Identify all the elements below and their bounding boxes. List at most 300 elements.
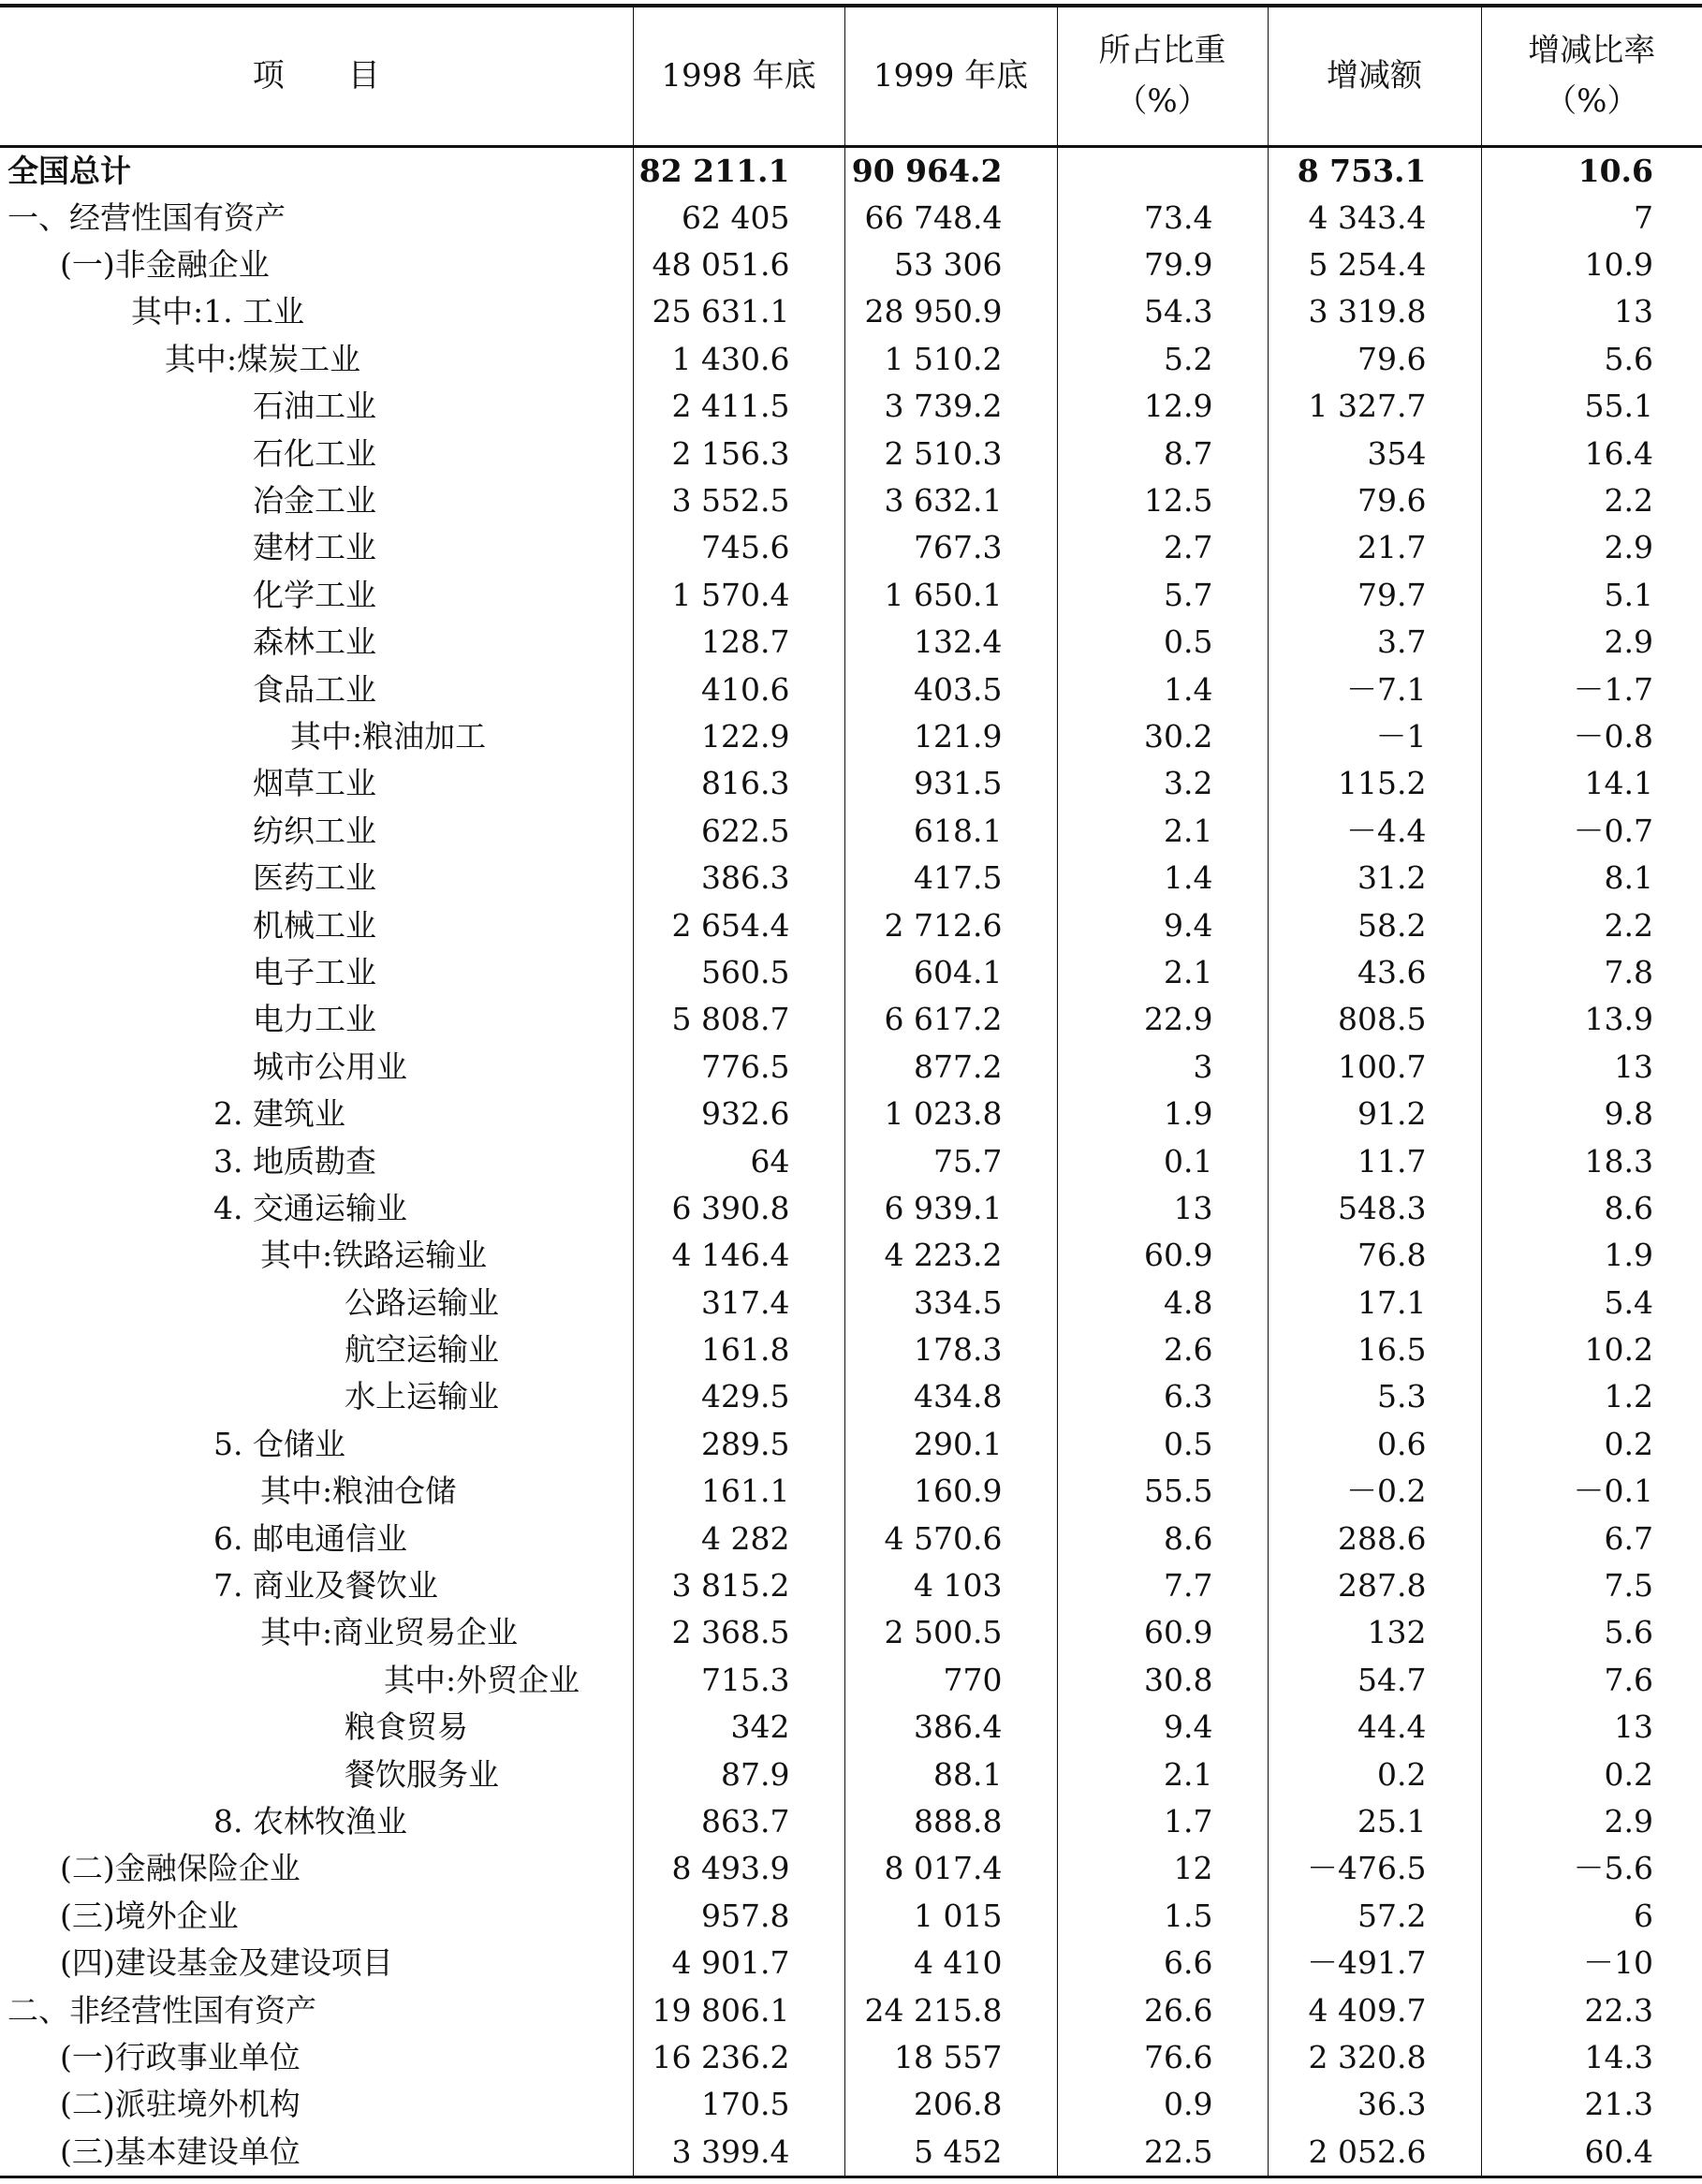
value-1998: 8 493.9 xyxy=(633,1845,844,1892)
value-change-rate: 5.4 xyxy=(1481,1279,1702,1326)
row-label: 城市公用业 xyxy=(253,1048,407,1085)
value-1999: 767.3 xyxy=(844,524,1057,571)
table-row xyxy=(0,760,1702,807)
value-share: 1.7 xyxy=(1057,1798,1268,1845)
value-change-rate: 6.7 xyxy=(1481,1515,1702,1561)
value-1998: 560.5 xyxy=(633,949,844,996)
row-label: 其中:煤炭工业 xyxy=(165,340,361,377)
value-1999: 66 748.4 xyxy=(844,195,1057,242)
value-share xyxy=(1057,146,1268,195)
value-change-rate: 13 xyxy=(1481,1704,1702,1751)
table-row xyxy=(0,1185,1702,1232)
value-change: 4 343.4 xyxy=(1268,195,1481,242)
value-1998: 64 xyxy=(633,1137,844,1184)
value-1999: 88.1 xyxy=(844,1751,1057,1797)
value-change-rate: 13 xyxy=(1481,288,1702,335)
value-change-rate: 60.4 xyxy=(1481,2129,1702,2177)
table-row xyxy=(0,195,1702,242)
value-change: 100.7 xyxy=(1268,1044,1481,1091)
value-change: －476.5 xyxy=(1268,1845,1481,1892)
value-change: －1 xyxy=(1268,713,1481,760)
value-1999: 618.1 xyxy=(844,808,1057,855)
value-share: 76.6 xyxy=(1057,2034,1268,2081)
value-1998: 622.5 xyxy=(633,808,844,855)
table-row xyxy=(0,1657,1702,1704)
value-change: 31.2 xyxy=(1268,855,1481,901)
row-label: 4. 交通运输业 xyxy=(213,1189,407,1226)
value-share: 13 xyxy=(1057,1185,1268,1232)
row-label: 森林工业 xyxy=(253,623,376,661)
table-row xyxy=(0,1137,1702,1184)
value-1999: 417.5 xyxy=(844,855,1057,901)
value-share: 9.4 xyxy=(1057,1704,1268,1751)
value-1999: 6 617.2 xyxy=(844,996,1057,1043)
value-change-rate: 22.3 xyxy=(1481,1986,1702,2033)
table-row xyxy=(0,1232,1702,1279)
table-row xyxy=(0,2034,1702,2081)
state-assets-table xyxy=(0,4,1702,2178)
value-change-rate: 2.9 xyxy=(1481,1798,1702,1845)
value-change-rate: 14.3 xyxy=(1481,2034,1702,2081)
row-label: 其中:商业贸易企业 xyxy=(260,1614,519,1651)
value-1998: 816.3 xyxy=(633,760,844,807)
value-1999: 53 306 xyxy=(844,242,1057,288)
table-row xyxy=(0,242,1702,288)
table-row xyxy=(0,430,1702,476)
table-row xyxy=(0,1704,1702,1751)
table-row xyxy=(0,146,1702,195)
value-1998: 4 282 xyxy=(633,1515,844,1561)
value-1999: 24 215.8 xyxy=(844,1986,1057,2033)
value-1999: 770 xyxy=(844,1657,1057,1704)
value-1999: 2 712.6 xyxy=(844,901,1057,948)
value-change-rate: 2.2 xyxy=(1481,901,1702,948)
value-change-rate: －0.8 xyxy=(1481,713,1702,760)
value-change: －0.2 xyxy=(1268,1468,1481,1515)
table-row xyxy=(0,713,1702,760)
row-label: 公路运输业 xyxy=(345,1283,499,1321)
value-1999: 888.8 xyxy=(844,1798,1057,1845)
value-share: 3 xyxy=(1057,1044,1268,1091)
row-label: 石油工业 xyxy=(253,388,376,425)
value-share: 5.2 xyxy=(1057,336,1268,383)
value-change: 21.7 xyxy=(1268,524,1481,571)
value-1998: 122.9 xyxy=(633,713,844,760)
value-1999: 4 410 xyxy=(844,1940,1057,1986)
value-share: 6.3 xyxy=(1057,1373,1268,1420)
value-1999: 386.4 xyxy=(844,1704,1057,1751)
row-label: 其中:铁路运输业 xyxy=(260,1237,488,1274)
value-share: 1.4 xyxy=(1057,855,1268,901)
value-change-rate: 7.6 xyxy=(1481,1657,1702,1704)
value-1999: 931.5 xyxy=(844,760,1057,807)
table-row xyxy=(0,1421,1702,1468)
value-1999: 1 015 xyxy=(844,1893,1057,1940)
value-change: 44.4 xyxy=(1268,1704,1481,1751)
row-label: 二、非经营性国有资产 xyxy=(7,1991,316,2029)
value-share: 5.7 xyxy=(1057,572,1268,619)
table-row xyxy=(0,666,1702,712)
value-change: 8 753.1 xyxy=(1268,146,1481,195)
table-row xyxy=(0,855,1702,901)
value-1999: 4 103 xyxy=(844,1562,1057,1609)
header-1998 xyxy=(633,6,844,146)
value-1999: 132.4 xyxy=(844,619,1057,666)
table-row xyxy=(0,1044,1702,1091)
value-share: 22.9 xyxy=(1057,996,1268,1043)
table-row xyxy=(0,477,1702,524)
row-label: 其中:粮油仓储 xyxy=(260,1473,457,1510)
value-change: 5 254.4 xyxy=(1268,242,1481,288)
value-change: 4 409.7 xyxy=(1268,1986,1481,2033)
value-1999: 8 017.4 xyxy=(844,1845,1057,1892)
value-1998: 715.3 xyxy=(633,1657,844,1704)
row-label: (四)建设基金及建设项目 xyxy=(60,1944,393,1982)
value-change: 54.7 xyxy=(1268,1657,1481,1704)
value-change-rate: 5.6 xyxy=(1481,1609,1702,1656)
table-row xyxy=(0,901,1702,948)
value-share: 4.8 xyxy=(1057,1279,1268,1326)
row-label: 建材工业 xyxy=(253,529,376,566)
table-body xyxy=(0,146,1702,2177)
value-share: 7.7 xyxy=(1057,1562,1268,1609)
row-label: 8. 农林牧渔业 xyxy=(213,1802,407,1840)
value-share: 30.8 xyxy=(1057,1657,1268,1704)
table-row xyxy=(0,1845,1702,1892)
value-1998: 932.6 xyxy=(633,1091,844,1137)
row-label: 全国总计 xyxy=(7,152,131,189)
value-1999: 1 510.2 xyxy=(844,336,1057,383)
value-change-rate: 10.6 xyxy=(1481,146,1702,195)
table-row xyxy=(0,1893,1702,1940)
value-1999: 334.5 xyxy=(844,1279,1057,1326)
value-share: 6.6 xyxy=(1057,1940,1268,1986)
value-change: 79.6 xyxy=(1268,477,1481,524)
row-label: 化学工业 xyxy=(253,576,376,613)
value-change: 287.8 xyxy=(1268,1562,1481,1609)
value-share: 12.5 xyxy=(1057,477,1268,524)
value-change: 132 xyxy=(1268,1609,1481,1656)
value-1998: 410.6 xyxy=(633,666,844,712)
row-label: 航空运输业 xyxy=(345,1331,499,1369)
value-change-rate: 9.8 xyxy=(1481,1091,1702,1137)
row-label: 5. 仓储业 xyxy=(213,1425,345,1462)
value-change: 36.3 xyxy=(1268,2081,1481,2128)
row-label: 烟草工业 xyxy=(253,765,376,802)
value-change-rate: －5.6 xyxy=(1481,1845,1702,1892)
row-label: 医药工业 xyxy=(253,859,376,897)
value-change: 288.6 xyxy=(1268,1515,1481,1561)
table-row xyxy=(0,572,1702,619)
value-change-rate: 14.1 xyxy=(1481,760,1702,807)
row-label: 2. 建筑业 xyxy=(213,1095,345,1133)
header-change-rate xyxy=(1481,6,1702,146)
table-row xyxy=(0,2129,1702,2177)
value-change: 91.2 xyxy=(1268,1091,1481,1137)
value-1998: 1 430.6 xyxy=(633,336,844,383)
value-share: 9.4 xyxy=(1057,901,1268,948)
table-row xyxy=(0,1609,1702,1656)
value-share: 2.6 xyxy=(1057,1327,1268,1373)
value-change-rate: 2.2 xyxy=(1481,477,1702,524)
value-share: 0.9 xyxy=(1057,2081,1268,2128)
value-1998: 62 405 xyxy=(633,195,844,242)
value-1999: 434.8 xyxy=(844,1373,1057,1420)
value-change: 43.6 xyxy=(1268,949,1481,996)
row-label: 冶金工业 xyxy=(253,482,376,520)
value-change: －4.4 xyxy=(1268,808,1481,855)
value-1998: 19 806.1 xyxy=(633,1986,844,2033)
value-share: 3.2 xyxy=(1057,760,1268,807)
value-1999: 6 939.1 xyxy=(844,1185,1057,1232)
value-share: 30.2 xyxy=(1057,713,1268,760)
row-label: 6. 邮电通信业 xyxy=(213,1519,407,1557)
value-1999: 2 510.3 xyxy=(844,430,1057,476)
value-change-rate: 1.9 xyxy=(1481,1232,1702,1279)
row-label: (一)非金融企业 xyxy=(60,246,270,284)
value-change-rate: 7.5 xyxy=(1481,1562,1702,1609)
row-label: 水上运输业 xyxy=(345,1378,499,1415)
value-1999: 75.7 xyxy=(844,1137,1057,1184)
table-row xyxy=(0,288,1702,335)
table-row xyxy=(0,1468,1702,1515)
table-row xyxy=(0,1986,1702,2033)
value-1999: 28 950.9 xyxy=(844,288,1057,335)
table-row xyxy=(0,383,1702,430)
value-share: 73.4 xyxy=(1057,195,1268,242)
table-row xyxy=(0,1751,1702,1797)
row-label: 纺织工业 xyxy=(253,812,376,849)
table-row xyxy=(0,1940,1702,1986)
value-1998: 2 654.4 xyxy=(633,901,844,948)
value-share: 60.9 xyxy=(1057,1232,1268,1279)
value-1999: 604.1 xyxy=(844,949,1057,996)
value-change-rate: 1.2 xyxy=(1481,1373,1702,1420)
value-1998: 957.8 xyxy=(633,1893,844,1940)
row-label: 机械工业 xyxy=(253,906,376,944)
value-share: 2.7 xyxy=(1057,524,1268,571)
value-share: 54.3 xyxy=(1057,288,1268,335)
value-1998: 25 631.1 xyxy=(633,288,844,335)
value-change: －491.7 xyxy=(1268,1940,1481,1986)
value-share: 79.9 xyxy=(1057,242,1268,288)
table-header xyxy=(0,6,1702,146)
value-share: 12.9 xyxy=(1057,383,1268,430)
table-row xyxy=(0,1562,1702,1609)
value-1999: 178.3 xyxy=(844,1327,1057,1373)
value-1999: 2 500.5 xyxy=(844,1609,1057,1656)
table-row xyxy=(0,336,1702,383)
value-share: 0.5 xyxy=(1057,1421,1268,1468)
table-row xyxy=(0,1373,1702,1420)
value-change-rate: 18.3 xyxy=(1481,1137,1702,1184)
value-change: 0.6 xyxy=(1268,1421,1481,1468)
value-share: 0.1 xyxy=(1057,1137,1268,1184)
header-text: 1999 年底 xyxy=(873,57,1029,95)
value-share: 22.5 xyxy=(1057,2129,1268,2177)
value-1999: 1 650.1 xyxy=(844,572,1057,619)
table-row xyxy=(0,1798,1702,1845)
value-change-rate: 7.8 xyxy=(1481,949,1702,996)
value-1998: 2 368.5 xyxy=(633,1609,844,1656)
value-change: 0.2 xyxy=(1268,1751,1481,1797)
value-1999: 4 223.2 xyxy=(844,1232,1057,1279)
header-text: （%） xyxy=(1115,82,1210,121)
row-label: (一)行政事业单位 xyxy=(60,2038,301,2075)
table-row xyxy=(0,524,1702,571)
value-change-rate: 0.2 xyxy=(1481,1751,1702,1797)
header-text: （%） xyxy=(1545,82,1639,121)
value-change: 5.3 xyxy=(1268,1373,1481,1420)
value-share: 8.7 xyxy=(1057,430,1268,476)
table-row xyxy=(0,1515,1702,1561)
row-label: 餐饮服务业 xyxy=(345,1755,499,1793)
value-1998: 161.1 xyxy=(633,1468,844,1515)
row-label: 石化工业 xyxy=(253,434,376,472)
row-label: 其中:粮油加工 xyxy=(290,717,487,755)
value-change: －7.1 xyxy=(1268,666,1481,712)
header-text: 项 目 xyxy=(252,57,380,95)
value-1998: 48 051.6 xyxy=(633,242,844,288)
value-change: 115.2 xyxy=(1268,760,1481,807)
value-change-rate: 13.9 xyxy=(1481,996,1702,1043)
value-1999: 290.1 xyxy=(844,1421,1057,1468)
value-share: 55.5 xyxy=(1057,1468,1268,1515)
header-text: 所占比重 xyxy=(1098,32,1226,70)
table-row xyxy=(0,1091,1702,1137)
row-label: 电子工业 xyxy=(253,953,376,990)
value-share: 2.1 xyxy=(1057,949,1268,996)
value-change-rate: 21.3 xyxy=(1481,2081,1702,2128)
value-1999: 403.5 xyxy=(844,666,1057,712)
row-label: 3. 地质勘查 xyxy=(213,1142,376,1180)
header-text: 增减比率 xyxy=(1528,32,1656,70)
value-change: 16.5 xyxy=(1268,1327,1481,1373)
value-change: 548.3 xyxy=(1268,1185,1481,1232)
value-change: 57.2 xyxy=(1268,1893,1481,1940)
value-change: 79.7 xyxy=(1268,572,1481,619)
value-change-rate: －1.7 xyxy=(1481,666,1702,712)
value-1998: 2 156.3 xyxy=(633,430,844,476)
value-change-rate: 0.2 xyxy=(1481,1421,1702,1468)
header-text: 增减额 xyxy=(1327,57,1422,95)
row-label: (二)派驻境外机构 xyxy=(60,2086,301,2123)
value-1998: 3 399.4 xyxy=(633,2129,844,2177)
table-row xyxy=(0,1279,1702,1326)
value-change: 2 052.6 xyxy=(1268,2129,1481,2177)
value-share: 1.5 xyxy=(1057,1893,1268,1940)
value-change: 808.5 xyxy=(1268,996,1481,1043)
table-row xyxy=(0,2081,1702,2128)
row-label: 一、经营性国有资产 xyxy=(7,198,286,236)
value-change: 76.8 xyxy=(1268,1232,1481,1279)
row-label: 其中:外贸企业 xyxy=(384,1661,580,1698)
table-row xyxy=(0,949,1702,996)
value-share: 2.1 xyxy=(1057,1751,1268,1797)
row-label: (二)金融保险企业 xyxy=(60,1850,301,1887)
value-share: 8.6 xyxy=(1057,1515,1268,1561)
value-1999: 4 570.6 xyxy=(844,1515,1057,1561)
value-change: 1 327.7 xyxy=(1268,383,1481,430)
value-1998: 342 xyxy=(633,1704,844,1751)
value-change: 354 xyxy=(1268,430,1481,476)
header-share xyxy=(1057,6,1268,146)
value-1998: 87.9 xyxy=(633,1751,844,1797)
value-1998: 317.4 xyxy=(633,1279,844,1326)
value-1998: 289.5 xyxy=(633,1421,844,1468)
row-label: 粮食贸易 xyxy=(345,1708,468,1746)
table-row xyxy=(0,996,1702,1043)
value-change-rate: 5.1 xyxy=(1481,572,1702,619)
value-change-rate: 2.9 xyxy=(1481,524,1702,571)
value-change-rate: －0.7 xyxy=(1481,808,1702,855)
value-1998: 1 570.4 xyxy=(633,572,844,619)
value-1998: 82 211.1 xyxy=(633,146,844,195)
value-change: 17.1 xyxy=(1268,1279,1481,1326)
value-change-rate: 55.1 xyxy=(1481,383,1702,430)
value-1999: 3 739.2 xyxy=(844,383,1057,430)
value-1999: 3 632.1 xyxy=(844,477,1057,524)
value-change-rate: 8.6 xyxy=(1481,1185,1702,1232)
value-change: 3 319.8 xyxy=(1268,288,1481,335)
header-1999 xyxy=(844,6,1057,146)
value-1998: 745.6 xyxy=(633,524,844,571)
value-1998: 4 146.4 xyxy=(633,1232,844,1279)
table-row xyxy=(0,808,1702,855)
value-1998: 863.7 xyxy=(633,1798,844,1845)
value-share: 0.5 xyxy=(1057,619,1268,666)
value-1998: 161.8 xyxy=(633,1327,844,1373)
value-change: 25.1 xyxy=(1268,1798,1481,1845)
value-1999: 90 964.2 xyxy=(844,146,1057,195)
value-1999: 5 452 xyxy=(844,2129,1057,2177)
row-label: 其中:1. 工业 xyxy=(131,293,305,330)
value-change-rate: 6 xyxy=(1481,1893,1702,1940)
value-share: 12 xyxy=(1057,1845,1268,1892)
value-1998: 386.3 xyxy=(633,855,844,901)
value-change: 3.7 xyxy=(1268,619,1481,666)
value-change-rate: 2.9 xyxy=(1481,619,1702,666)
value-1998: 5 808.7 xyxy=(633,996,844,1043)
value-change-rate: 10.9 xyxy=(1481,242,1702,288)
value-1998: 6 390.8 xyxy=(633,1185,844,1232)
row-label: (三)基本建设单位 xyxy=(0,2129,633,2177)
value-1999: 206.8 xyxy=(844,2081,1057,2128)
header-row xyxy=(0,6,1702,146)
value-1999: 160.9 xyxy=(844,1468,1057,1515)
value-1998: 776.5 xyxy=(633,1044,844,1091)
value-change-rate: 5.6 xyxy=(1481,336,1702,383)
value-1998: 2 411.5 xyxy=(633,383,844,430)
value-1999: 18 557 xyxy=(844,2034,1057,2081)
value-change: 2 320.8 xyxy=(1268,2034,1481,2081)
value-change-rate: 7 xyxy=(1481,195,1702,242)
value-change: 79.6 xyxy=(1268,336,1481,383)
value-share: 2.1 xyxy=(1057,808,1268,855)
value-change-rate: 10.2 xyxy=(1481,1327,1702,1373)
value-change-rate: －0.1 xyxy=(1481,1468,1702,1515)
value-change-rate: 16.4 xyxy=(1481,430,1702,476)
value-1998: 3 552.5 xyxy=(633,477,844,524)
value-share: 26.6 xyxy=(1057,1986,1268,2033)
header-item xyxy=(0,6,633,146)
value-1998: 4 901.7 xyxy=(633,1940,844,1986)
value-1998: 128.7 xyxy=(633,619,844,666)
row-label: (三)境外企业 xyxy=(60,1897,239,1934)
table-row xyxy=(0,619,1702,666)
header-change xyxy=(1268,6,1481,146)
value-change: 11.7 xyxy=(1268,1137,1481,1184)
